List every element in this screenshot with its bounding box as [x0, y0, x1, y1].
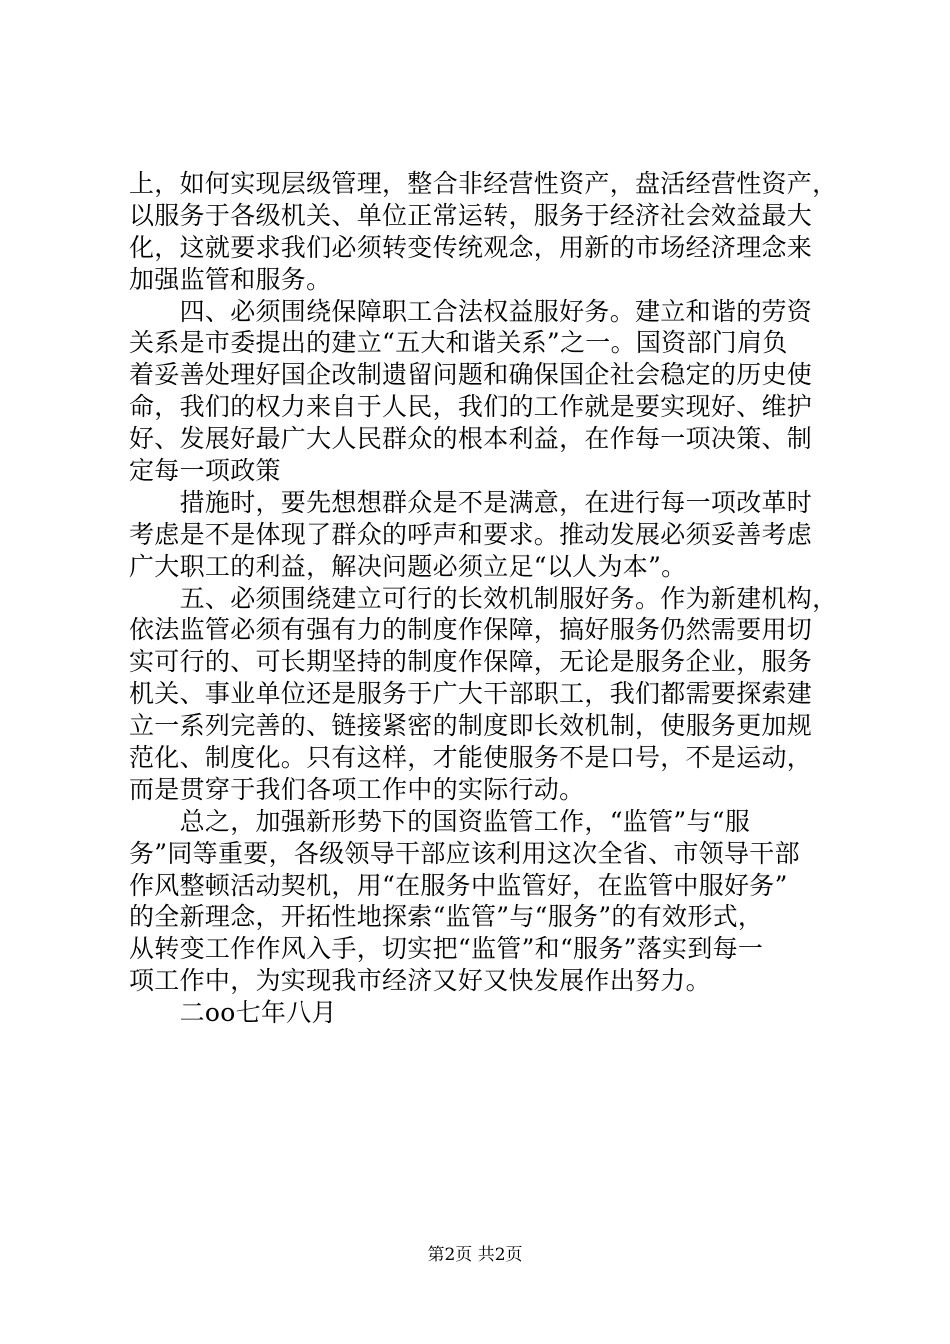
text-line: 机关、事业单位还是服务于广大干部职工，我们都需要探索建 — [129, 679, 813, 709]
text-line: 化，这就要求我们必须转变传统观念，用新的市场经济理念来 — [129, 232, 813, 262]
text-line: 二oo七年八月 — [129, 998, 337, 1028]
text-line: 项工作中，为实现我市经济又好又快发展作出努力。 — [129, 966, 711, 996]
text-line: 四、必须围绕保障职工合法权益服好务。建立和谐的劳资 — [129, 296, 813, 326]
text-line: 上，如何实现层级管理，整合非经营性资产，盘活经营性资产， — [129, 169, 838, 198]
page-footer — [0, 1244, 950, 1266]
text-line: 从转变工作作风入手，切实把“监管”和“服务”落实到每一 — [129, 934, 764, 964]
text-line: 范化、制度化。只有这样，才能使服务不是口号，不是运动， — [129, 743, 813, 773]
text-line: 好、发展好最广大人民群众的根本利益，在作每一项决策、制 — [129, 424, 813, 454]
text-line: 五、必须围绕建立可行的长效机制服好务。作为新建机构， — [129, 583, 838, 613]
page-number: 第2页 共2页 — [427, 1245, 523, 1265]
text-line: 措施时，要先想想群众是不是满意，在进行每一项改革时 — [129, 487, 813, 517]
text-line: 考虑是不是体现了群众的呼声和要求。推动发展必须妥善考虑 — [129, 519, 813, 549]
text-line: 的全新理念，开拓性地探索“监管”与“服务”的有效形式， — [129, 902, 764, 932]
text-line: 作风整顿活动契机，用“在服务中监管好，在监管中服好务” — [129, 870, 788, 900]
text-line: 定每一项政策 — [129, 456, 281, 486]
text-line: 命，我们的权力来自于人民，我们的工作就是要实现好、维护 — [129, 392, 813, 422]
text-line: 关系是市委提出的建立“五大和谐关系”之一。国资部门肩负 — [129, 328, 788, 358]
text-line: 加强监管和服务。 — [129, 264, 332, 294]
text-line: 依法监管必须有强有力的制度作保障，搞好服务仍然需要用切 — [129, 615, 813, 645]
text-line: 总之，加强新形势下的国资监管工作，“监管”与“服 — [129, 806, 751, 836]
document-body — [129, 168, 838, 1029]
text-line: 立一系列完善的、链接紧密的制度即长效机制，使服务更加规 — [129, 711, 813, 741]
text-line: 以服务于各级机关、单位正常运转，服务于经济社会效益最大 — [129, 200, 813, 230]
text-line: 实可行的、可长期坚持的制度作保障，无论是服务企业，服务 — [129, 647, 813, 677]
text-line: 务”同等重要，各级领导干部应该利用这次全省、市领导干部 — [129, 838, 800, 868]
text-line: 着妥善处理好国企改制遗留问题和确保国企社会稳定的历史使 — [129, 360, 813, 390]
text-line: 而是贯穿于我们各项工作中的实际行动。 — [129, 774, 585, 804]
text-line: 广大职工的利益，解决问题必须立足“以人为本”。 — [129, 551, 687, 581]
